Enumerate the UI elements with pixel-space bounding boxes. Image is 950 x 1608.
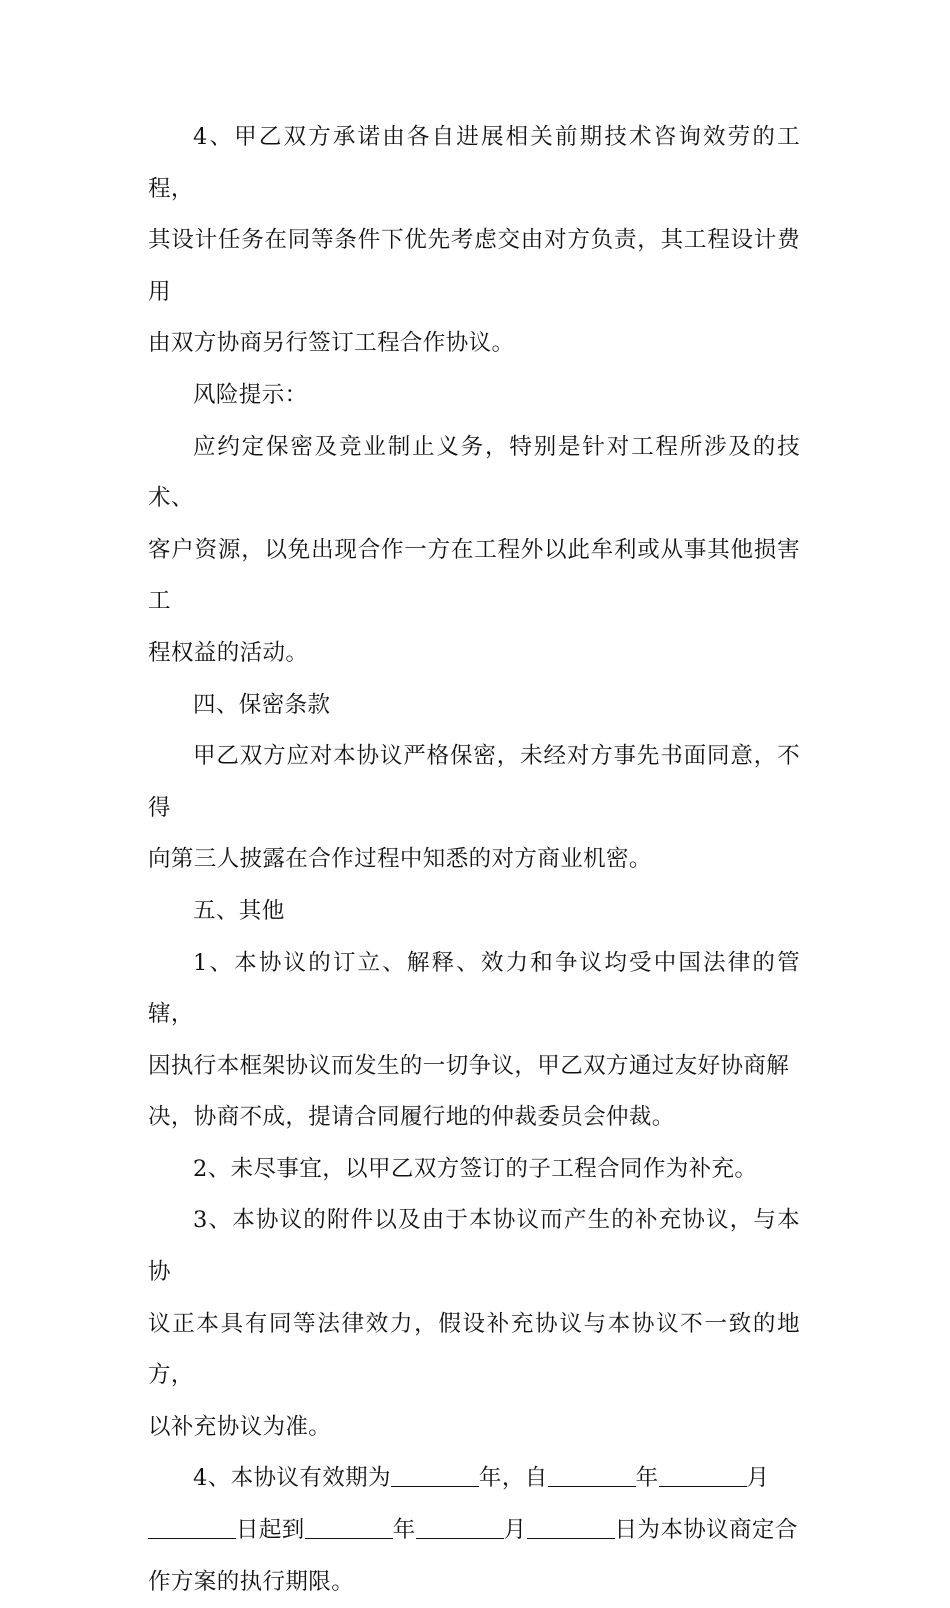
risk-paragraph: [148, 422, 800, 680]
text-line: 1、本协议的订立、解释、效力和争议均受中国法律的管辖，: [148, 949, 800, 1028]
text-line: 四、保密条款: [193, 691, 331, 718]
validity-text: 年: [392, 1517, 416, 1544]
text-line: 应约定保密及竞业制止义务，特别是针对工程所涉及的技术、: [148, 433, 800, 512]
blank-field: [305, 1518, 393, 1539]
validity-text: 年，自: [478, 1465, 548, 1492]
text-line: 程权益的活动。: [148, 639, 309, 666]
risk-heading: [148, 370, 800, 422]
blank-field: [659, 1466, 747, 1487]
text-line: 4、甲乙双方承诺由各自进展相关前期技术咨询效劳的工程，: [148, 124, 800, 202]
validity-text: 月: [746, 1465, 770, 1492]
other-clause-2: [148, 1144, 800, 1196]
text-line: 其设计任务在同等条件下优先考虑交由对方负责，其工程设计费用: [148, 227, 800, 305]
section-five-heading: [148, 886, 800, 938]
blank-field: [527, 1518, 615, 1539]
other-clause-1: [148, 938, 800, 1144]
validity-text: 月: [503, 1517, 527, 1544]
text-line: 3、本协议的附件以及由于本协议而产生的补充协议，与本协: [148, 1207, 800, 1286]
validity-prefix: 4、本协议有效期为: [193, 1465, 391, 1492]
blank-field: [548, 1466, 636, 1487]
text-line: 2、未尽事宜，以甲乙双方签订的子工程合同作为补充。: [193, 1155, 758, 1182]
clause-4-paragraph: [148, 112, 800, 370]
validity-line-1: [148, 1453, 800, 1505]
text-line: 以补充协议为准。: [148, 1413, 332, 1440]
text-line: 由双方协商另行签订工程合作协议。: [148, 330, 515, 357]
text-line: 甲乙双方应对本协议严格保密，未经对方事先书面同意，不得: [148, 743, 800, 821]
text-line: 客户资源，以免出现合作一方在工程外以此牟利或从事其他损害工: [148, 536, 800, 615]
validity-text: 日起到: [236, 1517, 305, 1544]
text-line: 五、其他: [193, 897, 285, 924]
text-line: 向第三人披露在合作过程中知悉的对方商业机密。: [148, 846, 652, 873]
confidentiality-paragraph: [148, 731, 800, 886]
blank-field: [416, 1518, 504, 1539]
section-four-heading: [148, 680, 800, 732]
validity-text: 年: [635, 1465, 659, 1492]
validity-clause: [148, 1453, 800, 1608]
blank-field: [391, 1466, 479, 1487]
text-line: 议正本具有同等法律效力，假设补充协议与本协议不一致的地方，: [148, 1310, 800, 1389]
text-line: 决，协商不成，提请合同履行地的仲裁委员会仲裁。: [148, 1104, 675, 1131]
validity-line-2: [148, 1505, 800, 1557]
blank-field: [148, 1518, 236, 1539]
text-line: 因执行本框架协议而发生的一切争议，甲乙双方通过友好协商解: [148, 1052, 790, 1079]
validity-text: 日为本协议商定合: [614, 1517, 798, 1544]
other-clause-3: [148, 1195, 800, 1453]
validity-line-3: 作方案的执行期限。: [148, 1568, 355, 1595]
text-line: 风险提示：: [193, 381, 308, 408]
